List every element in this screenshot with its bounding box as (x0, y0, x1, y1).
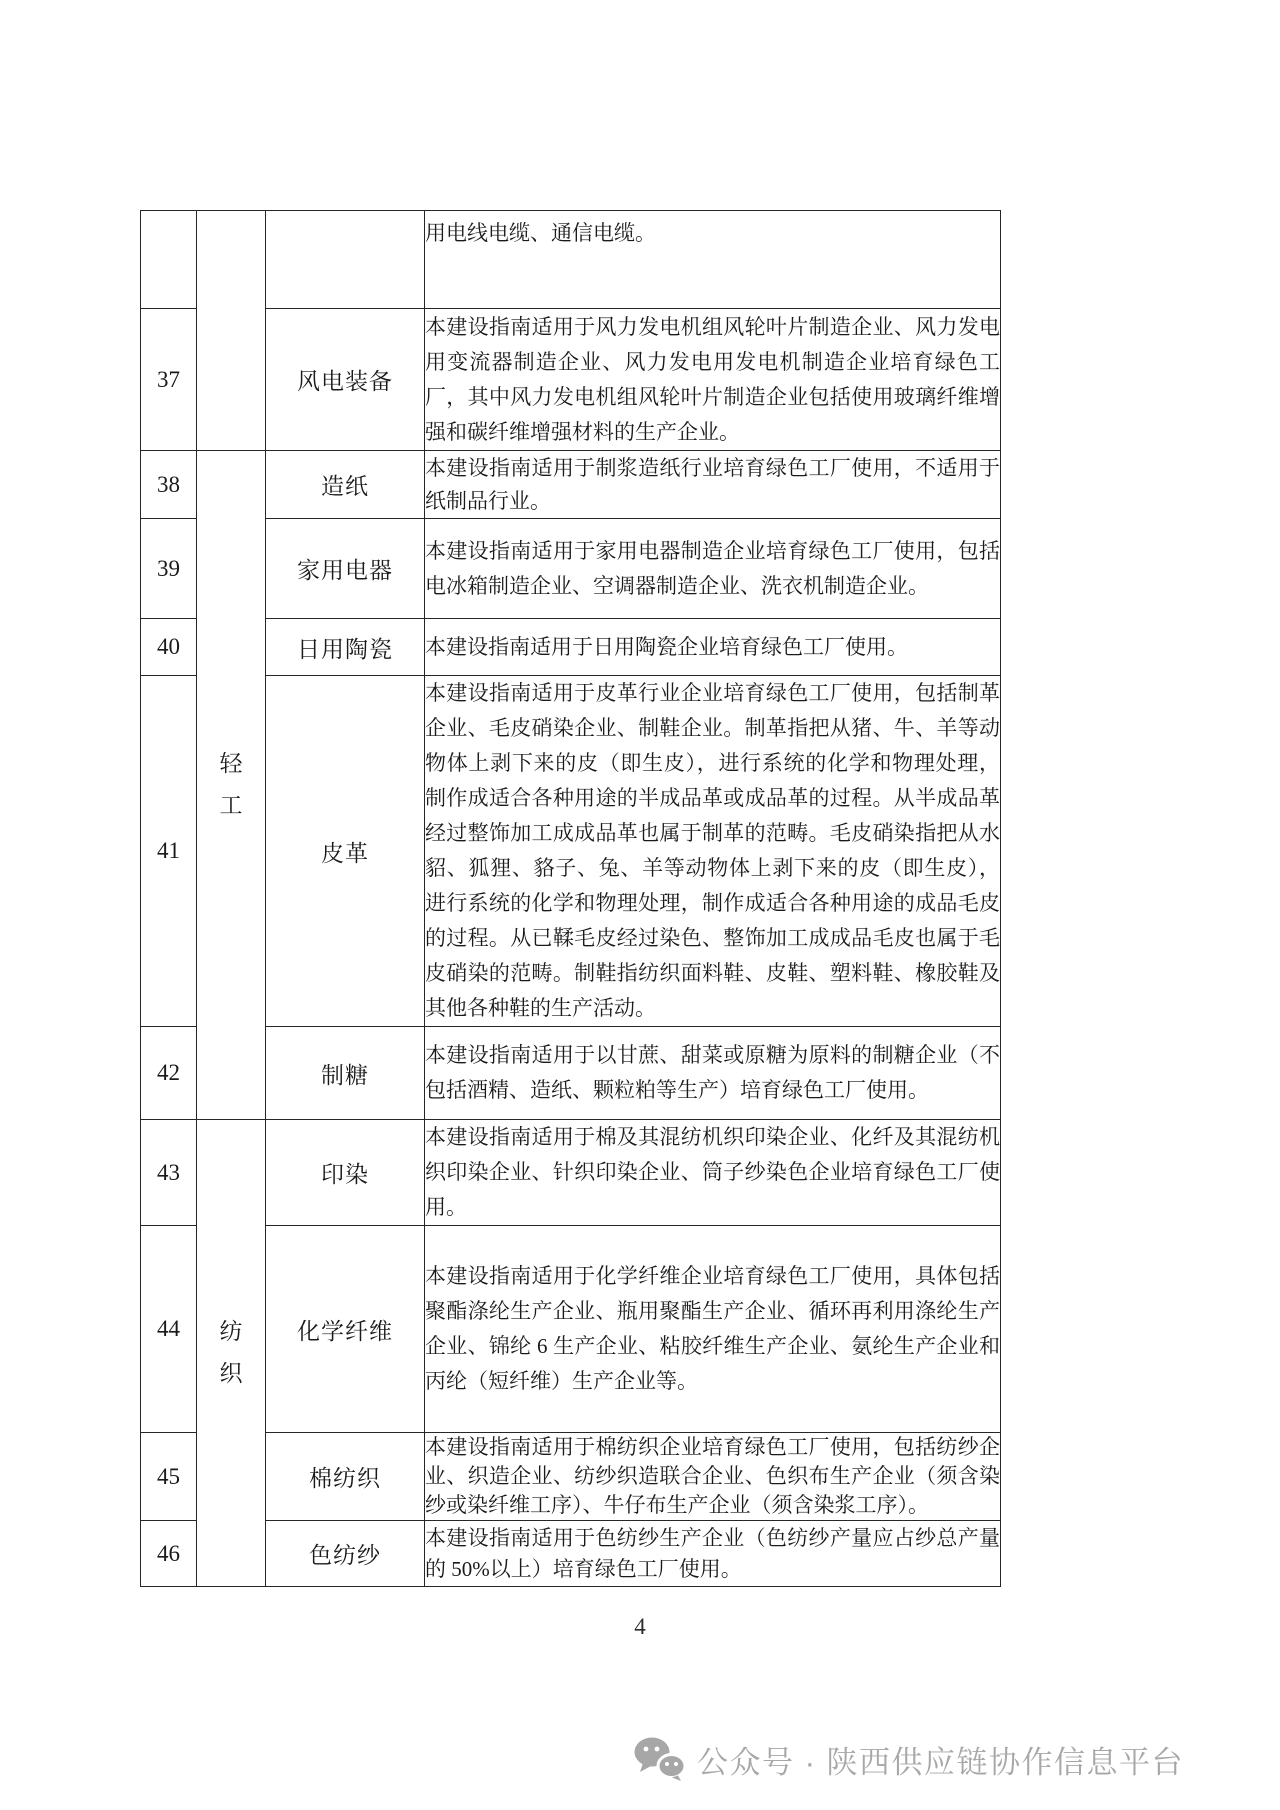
table-row (141, 1226, 1001, 1433)
row-number-cell: 40 (141, 619, 197, 676)
page-number: 4 (634, 1614, 646, 1639)
guide-description-cell: 本建设指南适用于以甘蔗、甜菜或原糖为原料的制糖企业（不包括酒精、造纸、颗粒粕等生产）培育绿色工厂使用。 (425, 1027, 1001, 1120)
table-row (141, 1433, 1001, 1521)
industry-name-cell: 印染 (266, 1120, 425, 1226)
guide-description-cell: 本建设指南适用于皮革行业企业培育绿色工厂使用，包括制革企业、毛皮硝染企业、制鞋企业。制革指把从猪、牛、羊等动物体上剥下来的皮（即生皮），进行系统的化学和物理处理，制作成适合各种用途的半成品革或成品革的过程。从半成品革经过整饰加工成成品革也属于制革的范畴。毛皮硝染指把从水貂、狐狸、貉子、兔、羊等动物体上剥下来的皮（即生皮），进行系统的化学和物理处理，制作成适合各种用途的成品毛皮的过程。从已鞣毛皮经过染色、整饰加工成成品毛皮也属于毛皮硝染的范畴。制鞋指纺织面料鞋、皮鞋、塑料鞋、橡胶鞋及其他各种鞋的生产活动。 (425, 676, 1001, 1027)
table-row (141, 676, 1001, 1027)
industry-name-cell: 化学纤维 (266, 1226, 425, 1433)
group-label-char: 纺 (219, 1319, 243, 1344)
table-row (141, 1027, 1001, 1120)
row-number-cell: 39 (141, 519, 197, 619)
industry-name-cell: 棉纺织 (266, 1433, 425, 1521)
green-factory-guide-table (140, 210, 1001, 1587)
table-row (141, 451, 1001, 519)
industry-name-cell: 皮革 (266, 676, 425, 1027)
industry-name-cell: 造纸 (266, 451, 425, 519)
guide-description-cell: 本建设指南适用于棉纺织企业培育绿色工厂使用，包括纺纱企业、织造企业、纺纱织造联合企业、色织布生产企业（须含染纱或染纤维工序）、牛仔布生产企业（须含染浆工序）。 (425, 1433, 1001, 1521)
guide-description-cell: 本建设指南适用于化学纤维企业培育绿色工厂使用，具体包括聚酯涤纶生产企业、瓶用聚酯生产企业、循环再利用涤纶生产企业、锦纶 6 生产企业、粘胶纤维生产企业、氨纶生产企业和丙纶（短纤维）生产企业等。 (425, 1226, 1001, 1433)
table-row (141, 619, 1001, 676)
industry-group-cell-textile (197, 1120, 266, 1587)
guide-description-cell: 本建设指南适用于风力发电机组风轮叶片制造企业、风力发电用变流器制造企业、风力发电用发电机制造企业培育绿色工厂，其中风力发电机组风轮叶片制造企业包括使用玻璃纤维增强和碳纤维增强材料的生产企业。 (425, 309, 1001, 451)
table-row (141, 211, 1001, 309)
guide-description-cell: 用电线电缆、通信电缆。 (425, 211, 1001, 309)
group-label-char: 轻 (219, 751, 243, 776)
row-number-cell: 46 (141, 1521, 197, 1587)
industry-name-cell: 家用电器 (266, 519, 425, 619)
table-row (141, 1120, 1001, 1226)
guide-description-cell: 本建设指南适用于色纺纱生产企业（色纺纱产量应占纱总产量的 50%以上）培育绿色工厂使用。 (425, 1521, 1001, 1587)
row-number-cell: 43 (141, 1120, 197, 1226)
row-number-cell (141, 211, 197, 309)
industry-name-cell: 日用陶瓷 (266, 619, 425, 676)
table-row (141, 309, 1001, 451)
industry-group-cell-light-industry (197, 451, 266, 1120)
group-label-char: 工 (219, 793, 243, 818)
watermark-footer (633, 1736, 1184, 1782)
row-number-cell: 37 (141, 309, 197, 451)
row-number-cell: 38 (141, 451, 197, 519)
row-number-cell: 45 (141, 1433, 197, 1521)
guide-description-cell: 本建设指南适用于日用陶瓷企业培育绿色工厂使用。 (425, 619, 1001, 676)
row-number-cell: 41 (141, 676, 197, 1027)
industry-name-cell: 色纺纱 (266, 1521, 425, 1587)
industry-name-cell: 制糖 (266, 1027, 425, 1120)
guide-description-cell: 本建设指南适用于制浆造纸行业培育绿色工厂使用，不适用于纸制品行业。 (425, 451, 1001, 519)
row-number-cell: 44 (141, 1226, 197, 1433)
guide-description-cell: 本建设指南适用于棉及其混纺机织印染企业、化纤及其混纺机织印染企业、针织印染企业、筒子纱染色企业培育绿色工厂使用。 (425, 1120, 1001, 1226)
industry-group-cell-empty (197, 211, 266, 451)
table-row (141, 1521, 1001, 1587)
row-number-cell: 42 (141, 1027, 197, 1120)
guide-description-cell: 本建设指南适用于家用电器制造企业培育绿色工厂使用，包括电冰箱制造企业、空调器制造企业、洗衣机制造企业。 (425, 519, 1001, 619)
wechat-icon (633, 1736, 687, 1782)
footer-text: 公众号 · 陕西供应链协作信息平台 (697, 1744, 1185, 1780)
group-label-char: 织 (219, 1361, 243, 1386)
industry-name-cell: 风电装备 (266, 309, 425, 451)
table-row (141, 519, 1001, 619)
industry-name-cell (266, 211, 425, 309)
